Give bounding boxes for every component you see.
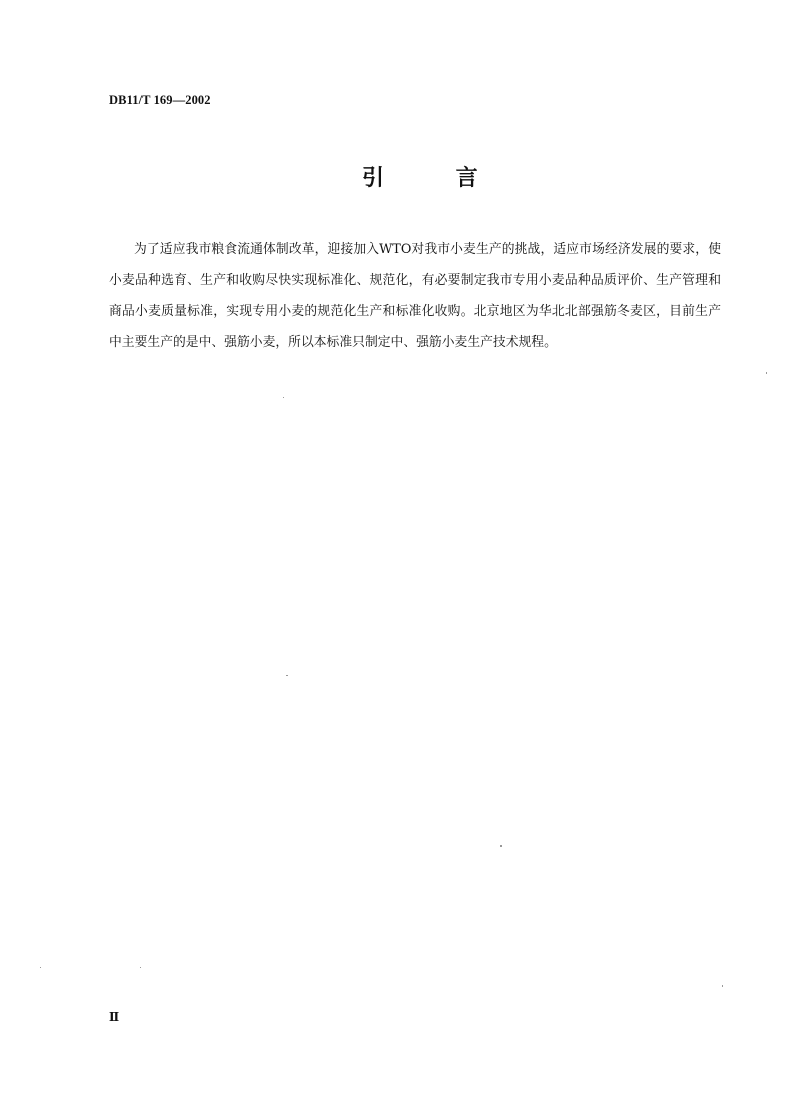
section-title: 引 言 [362,165,510,191]
scan-speck [286,675,288,676]
body-paragraph: 为了适应我市粮食流通体制改革，迎接加入WTO对我市小麦生产的挑战，适应市场经济发展的要求，使小麦品种选育、生产和收购尽快实现标准化、规范化，有必要制定我市专用小麦品种品质评价、生产管理和商品小麦质量标准，实现专用小麦的规范化生产和标准化收购。北京地区为华北北部强筋冬麦区，目前生产中主要生产的是中、强筋小麦，所以本标准只制定中、强筋小麦生产技术规程。 [109,242,721,350]
scan-speck [722,985,723,987]
page-number: Ⅱ [109,1010,120,1024]
document-code: DB11/T 169—2002 [109,93,211,107]
scan-speck [500,845,502,847]
scan-speck [40,967,41,968]
scan-speck [283,397,284,398]
scan-speck [766,372,767,374]
scan-speck [140,967,141,968]
